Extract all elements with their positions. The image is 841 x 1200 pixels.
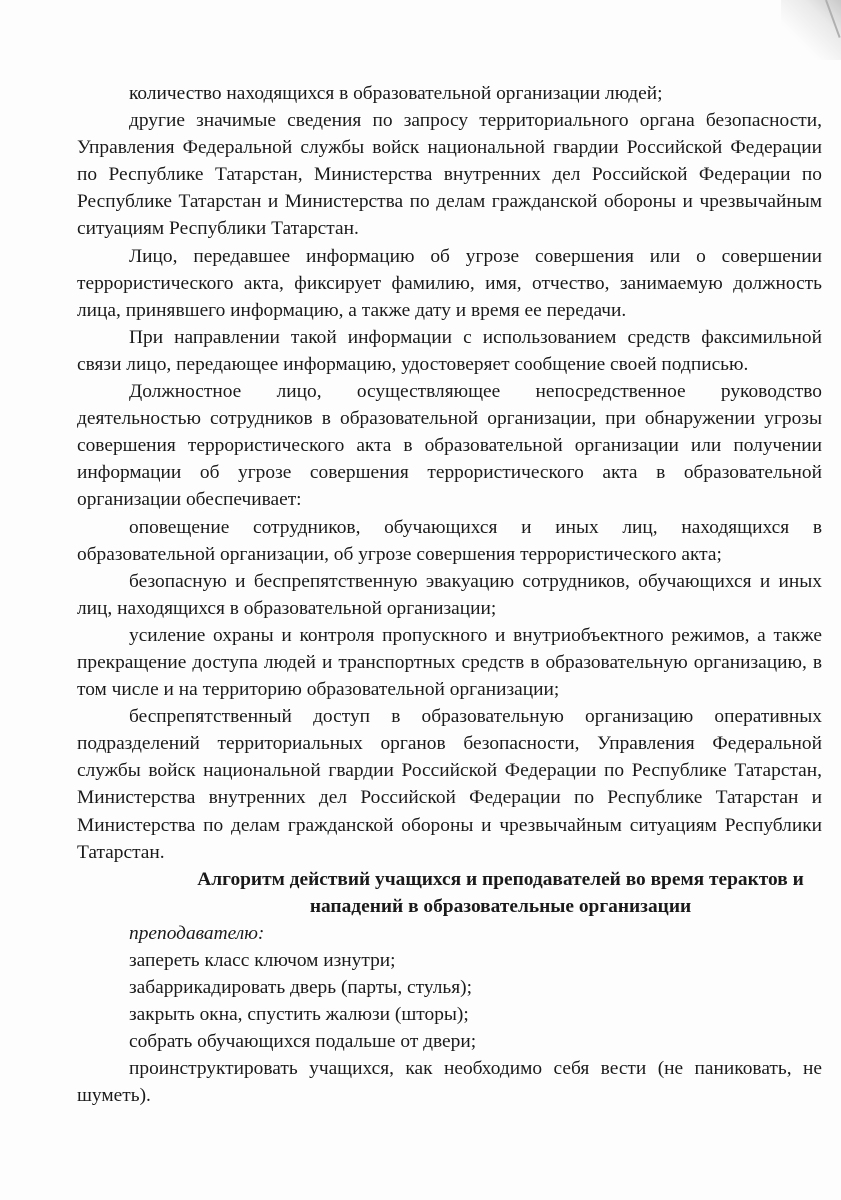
teacher-item-4: собрать обучающихся подальше от двери; [129,1031,477,1053]
paragraph-3: Лицо, передавшее информацию об угрозе совершения или о совершении террористического акта, фиксирует фамилию, имя, отчество, занимаемую должность лица, принявшего информацию, а также дату и время ее передачи. [77,245,822,321]
teacher-label: преподавателю: [129,922,265,944]
paragraph-5: Должностное лицо, осуществляющее непосредственное руководство деятельностью сотрудников в образовательной организации, при обнаружении угрозы совершения террористического акта в образовательной организации или получении информации об угрозе совершения террористического акта в образовательной организации обеспечивает: [77,381,822,511]
paragraph-7: безопасную и беспрепятственную эвакуацию сотрудников, обучающихся и иных лиц, находящихся в образовательной организации; [77,570,822,619]
section-heading [77,866,822,920]
teacher-item-2: забаррикадировать дверь (парты, стулья); [129,977,472,999]
teacher-item-3: закрыть окна, спустить жалюзи (шторы); [129,1004,469,1026]
paragraph-6: оповещение сотрудников, обучающихся и иных лиц, находящихся в образовательной организации, об угрозе совершения террористического акта; [77,516,822,565]
teacher-item-5: проинструктировать учащихся, как необходимо себя вести (не паниковать, не шуметь). [77,1058,822,1107]
paragraph-4: При направлении такой информации с использованием средств факсимильной связи лицо, передающее информацию, удостоверяет сообщение своей подписью. [77,326,822,375]
section-heading-line1: Алгоритм действий учащихся и преподавателей во время терактов и [197,868,804,890]
page-corner-shadow [781,0,841,60]
paragraph-2: другие значимые сведения по запросу территориального органа безопасности, Управления Федеральной службы войск национальной гвардии Российской Федерации по Республике Татарстан, Министерства внутренних дел Российской Федерации по Республике Татарстан и Министерства по делам гражданской обороны и чрезвычайным ситуациям Республики Татарстан. [77,110,822,240]
teacher-item-1: запереть класс ключом изнутри; [129,950,396,971]
paragraph-1: количество находящихся в образовательной организации людей; [129,83,663,104]
paragraph-9: беспрепятственный доступ в образовательную организацию оперативных подразделений территориальных органов безопасности, Управления Федеральной службы войск национальной гвардии Российской Федерации по Республике Татарстан, Министерства внутренних дел Российской Федерации по Республике Татарстан и Министерства по делам гражданской обороны и чрезвычайным ситуациям Республики Татарстан. [77,706,822,863]
document-body [77,80,822,1110]
section-heading-line2: нападений в образовательные организации [309,895,692,917]
paragraph-8: усиление охраны и контроля пропускного и внутриобъектного режимов, а также прекращение доступа людей и транспортных средств в образовательную организацию, в том числе и на территорию образовательной организации; [77,624,822,701]
